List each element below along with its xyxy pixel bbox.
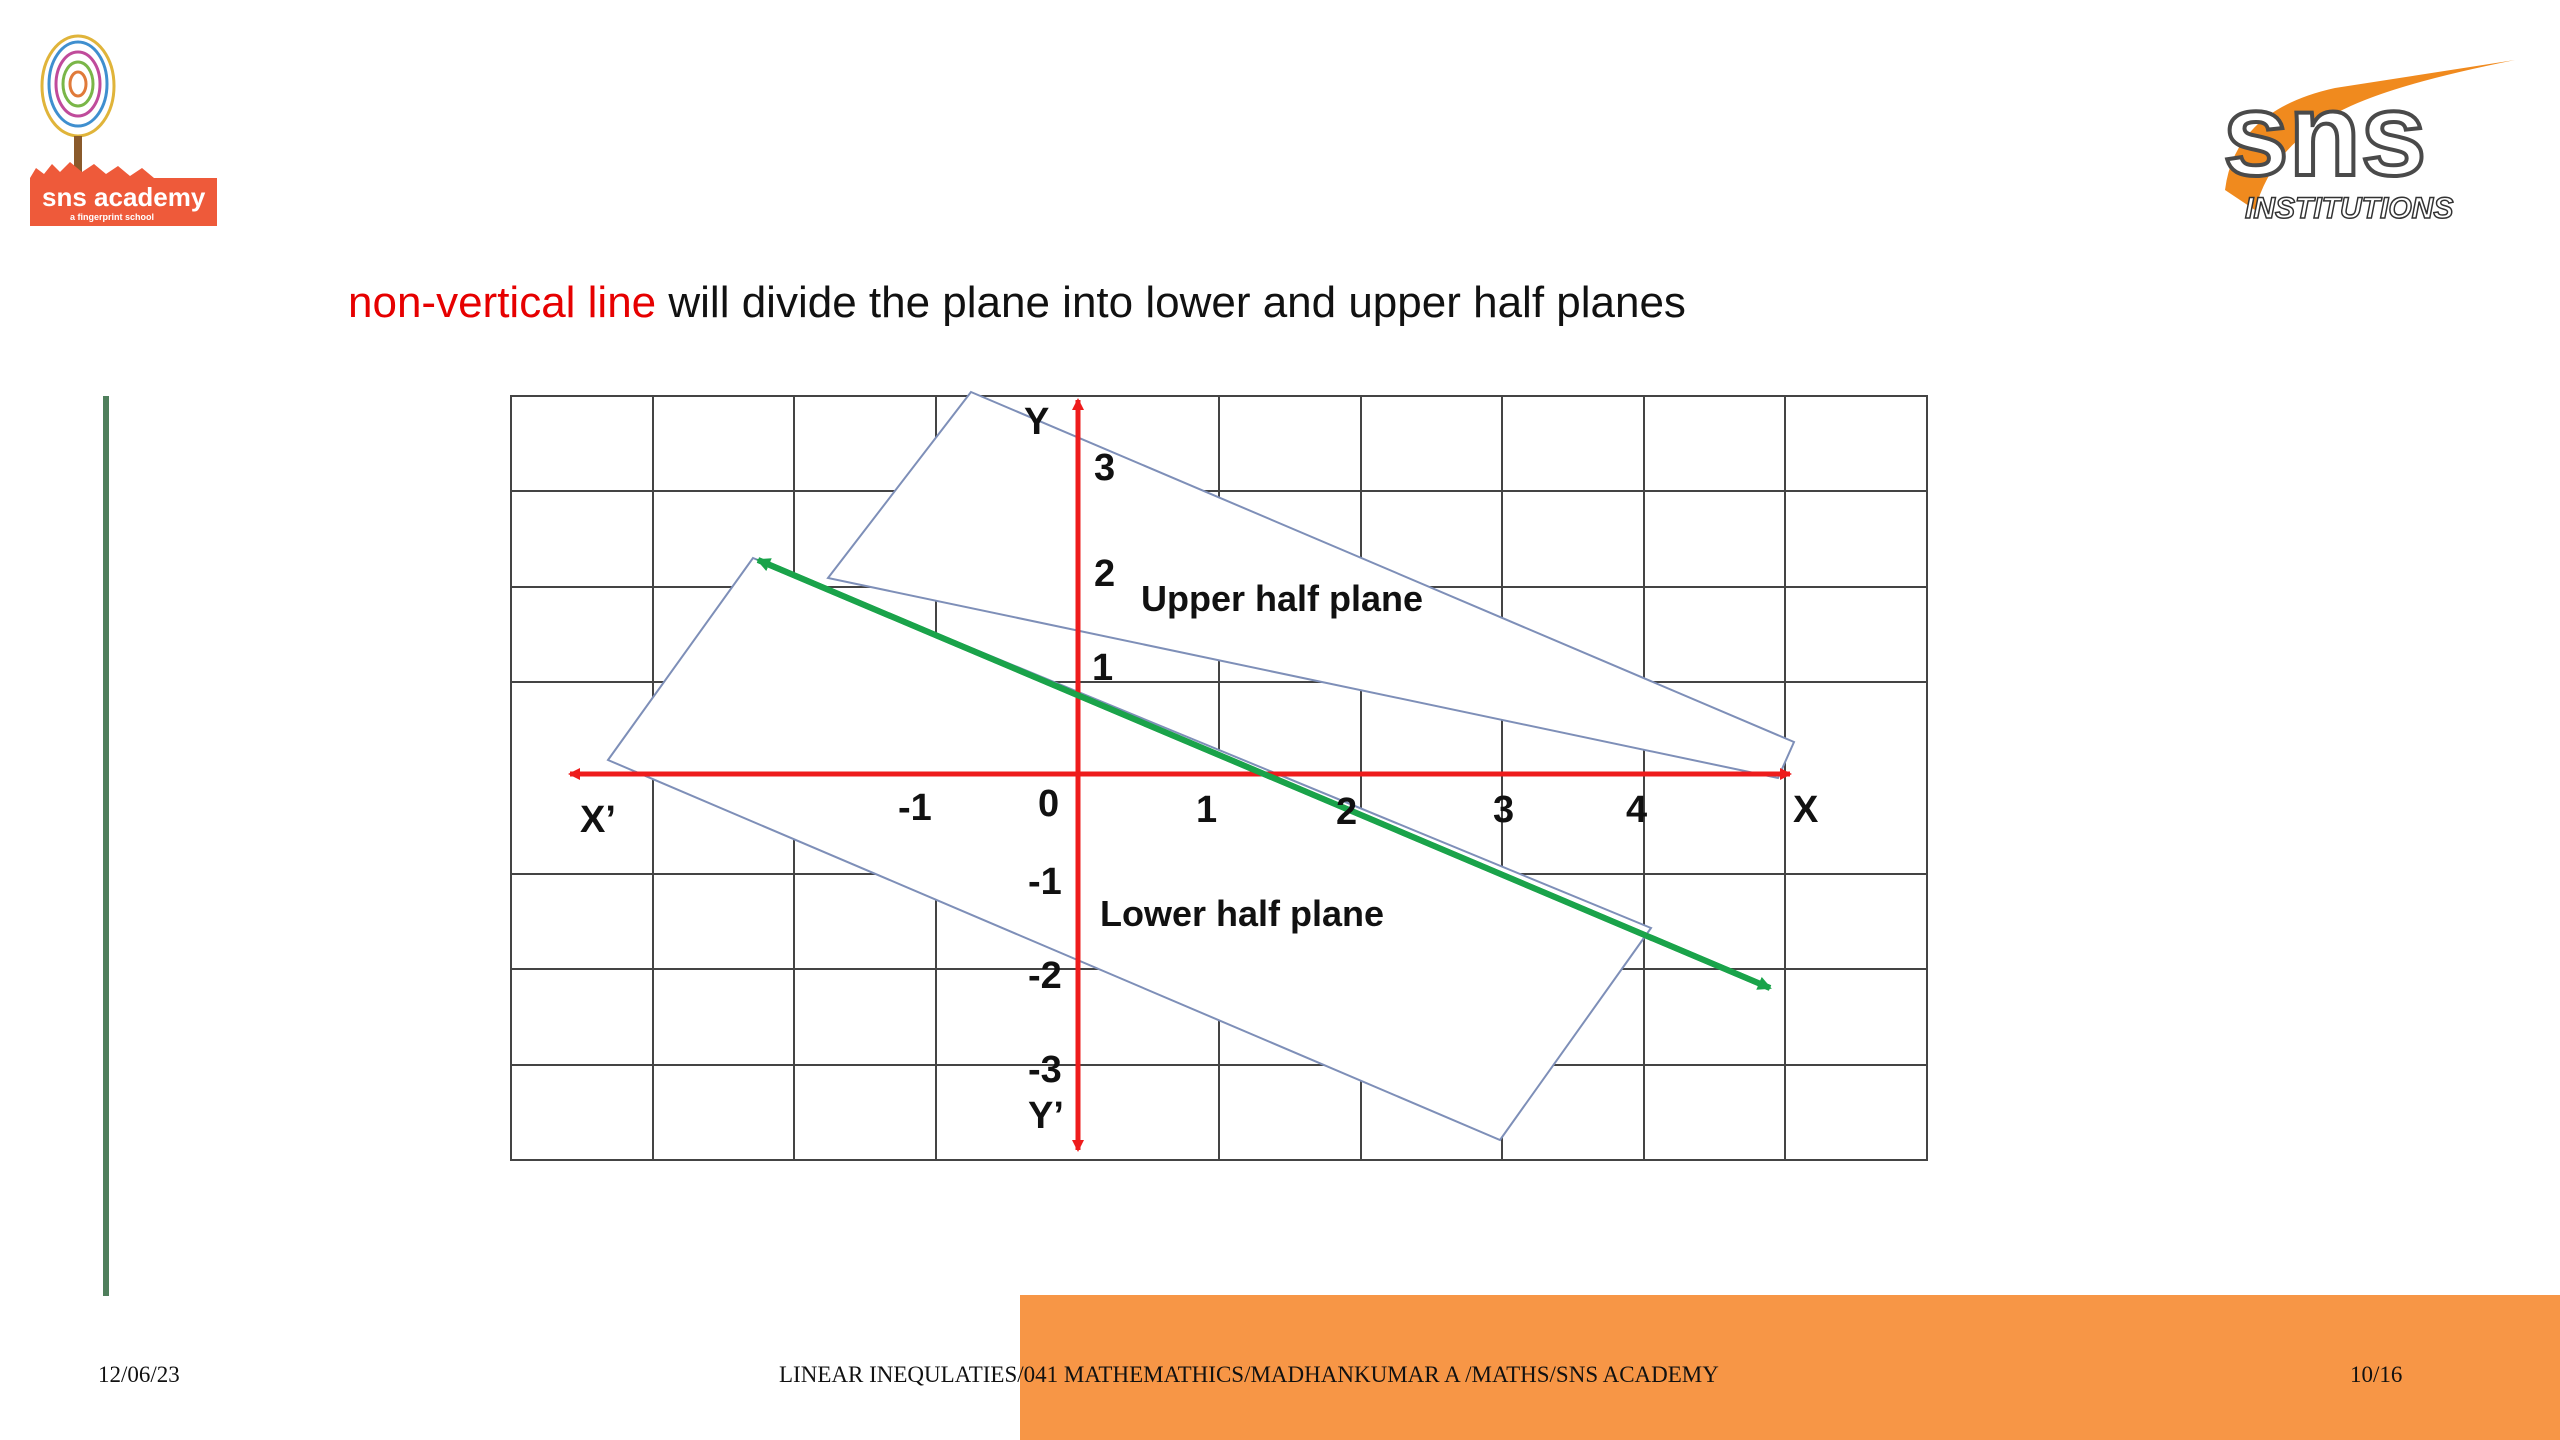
origin-label: 0 (1038, 783, 1060, 825)
y-axis-neg-label: Y’ (1028, 1095, 1064, 1137)
x-tick-label: -1 (898, 787, 932, 829)
headline-highlight: non-vertical line (348, 278, 657, 327)
footer-page-number: 10/16 (2350, 1362, 2403, 1387)
logo-name: sns academy (42, 182, 206, 212)
sns-institutions-logo (2215, 40, 2520, 240)
half-plane-diagram (508, 388, 1932, 1164)
y-tick-label: 1 (1092, 647, 1114, 689)
coordinate-plane-svg (508, 388, 1932, 1164)
side-accent-bar (103, 396, 109, 1296)
y-axis-label: Y (1024, 401, 1050, 443)
x-axis-neg-label: X’ (580, 799, 616, 841)
upper-region-label: Upper half plane (1141, 578, 1424, 619)
y-tick-label: -2 (1028, 955, 1062, 997)
y-tick-label: 3 (1094, 447, 1116, 489)
footer-date: 12/06/23 (98, 1362, 180, 1387)
x-tick-label: 3 (1493, 789, 1515, 831)
sns-academy-logo (30, 28, 220, 228)
sns-institutions-logo-icon (2215, 40, 2520, 240)
y-tick-label: -3 (1028, 1049, 1062, 1091)
logo-tagline: a fingerprint school (70, 212, 155, 222)
x-tick-label: 4 (1626, 789, 1648, 831)
x-axis-label: X (1793, 789, 1819, 831)
y-tick-label: -1 (1028, 861, 1062, 903)
lower-region-label: Lower half plane (1100, 893, 1385, 934)
logo-institutions-text: INSTITUTIONS (2245, 192, 2454, 225)
x-tick-label: 2 (1336, 791, 1358, 833)
fingerprint-tree-icon (30, 28, 220, 228)
logo-sns-text: sns (2223, 69, 2427, 201)
x-tick-label: 1 (1196, 789, 1218, 831)
footer-title: LINEAR INEQULATIES/041 MATHEMATHICS/MADHANKUMAR A /MATHS/SNS ACADEMY (779, 1362, 1719, 1387)
headline-rest: will divide the plane into lower and upper half planes (656, 278, 1686, 327)
y-tick-label: 2 (1094, 553, 1116, 595)
headline (348, 278, 1686, 328)
